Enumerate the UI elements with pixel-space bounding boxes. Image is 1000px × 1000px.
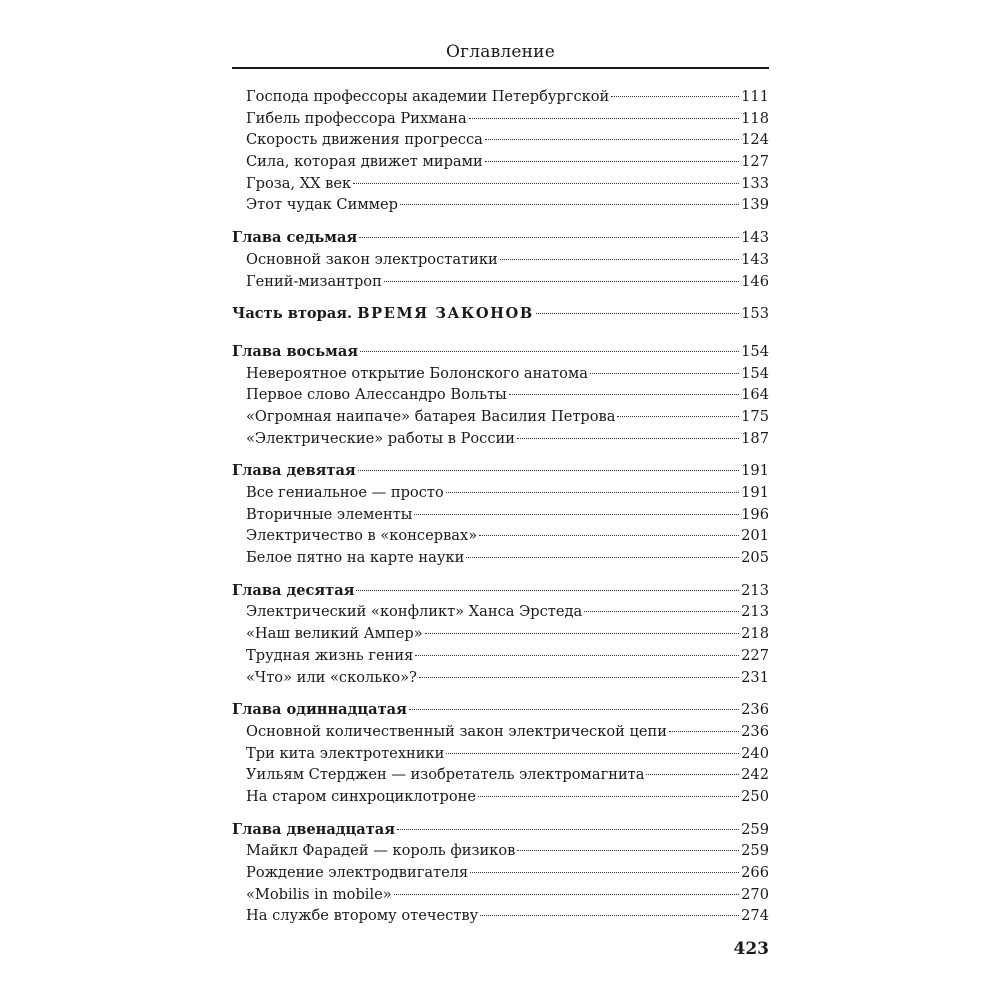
dot-leader <box>536 313 739 314</box>
dot-leader <box>478 796 739 797</box>
toc-entry-title: Три кита электротехники <box>246 744 445 762</box>
toc-page-number: 111 <box>741 88 769 105</box>
toc-entry[interactable] <box>232 194 769 216</box>
toc-page-number: 146 <box>741 272 769 290</box>
toc-entry-title: Рождение электродвигателя <box>246 864 469 881</box>
dot-leader <box>353 183 739 184</box>
toc-entry-title: Гибель профессора Рихмана <box>246 109 467 127</box>
dot-leader <box>425 633 739 634</box>
book-page <box>232 40 769 959</box>
toc-part-group <box>232 303 769 325</box>
toc-entry-title: Основной закон электростатики <box>246 250 498 268</box>
toc-entry[interactable] <box>232 884 769 906</box>
dot-leader <box>509 394 739 395</box>
toc-entry-title: «Mobilis in mobile» <box>246 885 392 903</box>
page-number: 423 <box>733 939 769 959</box>
toc-entry-title: Электрический «конфликт» Ханса Эрстеда <box>246 603 583 621</box>
toc-chapter-heading[interactable] <box>232 819 769 841</box>
running-head: Оглавление <box>446 42 555 62</box>
toc-page-number: 227 <box>741 646 769 664</box>
toc-page-number: 187 <box>741 429 769 447</box>
toc-entry-title: «Что» или «сколько»? <box>246 668 417 686</box>
toc-entry-title: Белое пятно на карте науки <box>246 549 465 567</box>
toc-page-number: 196 <box>741 505 769 523</box>
toc-chapter-heading[interactable] <box>232 341 769 363</box>
toc-entry[interactable] <box>232 384 769 406</box>
dot-leader <box>485 139 739 140</box>
dot-leader <box>590 373 739 374</box>
toc-page-number: 124 <box>741 131 769 149</box>
toc-chapter-heading[interactable] <box>232 699 769 721</box>
toc-page-number: 250 <box>741 787 769 805</box>
toc-entry-title: Гений-мизантроп <box>246 272 382 290</box>
toc-page-number: 118 <box>741 109 769 127</box>
toc-page-number: 259 <box>741 820 769 838</box>
toc-entry-title: Все гениальное — просто <box>246 484 444 501</box>
toc-entry[interactable] <box>232 862 769 884</box>
toc-heading-title: Глава девятая <box>232 462 356 480</box>
toc-page-number: 259 <box>741 842 769 860</box>
toc-page-number: 139 <box>741 196 769 214</box>
toc-entry[interactable] <box>232 482 769 504</box>
dot-leader <box>394 894 739 895</box>
dot-leader <box>397 829 739 830</box>
toc-entry[interactable] <box>232 249 769 271</box>
toc-chapter-group <box>232 341 769 449</box>
toc-page-number: 143 <box>741 229 769 247</box>
toc-entry-title: Майкл Фарадей — король физиков <box>246 842 516 860</box>
toc-entry[interactable] <box>232 743 769 765</box>
toc-entry[interactable] <box>232 764 769 786</box>
toc-page-number: 191 <box>741 484 769 501</box>
dot-leader <box>479 535 739 536</box>
toc-page-number: 236 <box>741 722 769 740</box>
toc-heading-title <box>232 303 534 325</box>
toc-entry-title: Этот чудак Симмер <box>246 196 398 214</box>
dot-leader <box>480 915 739 916</box>
toc-entry[interactable] <box>232 129 769 151</box>
dot-leader <box>584 611 739 612</box>
toc-part-title: ВРЕМЯ ЗАКОНОВ <box>357 305 534 323</box>
toc-part-heading[interactable] <box>232 303 769 325</box>
toc-entry[interactable] <box>232 623 769 645</box>
dot-leader <box>446 492 739 493</box>
toc-entry[interactable] <box>232 905 769 927</box>
dot-leader <box>358 470 739 471</box>
dot-leader <box>517 850 739 851</box>
dot-leader <box>409 709 739 710</box>
header-rule <box>232 67 769 69</box>
dot-leader <box>669 731 739 732</box>
dot-leader <box>384 281 739 282</box>
toc-entry-title: На старом синхроциклотроне <box>246 787 476 805</box>
toc-page-number: 213 <box>741 603 769 621</box>
table-of-contents <box>232 86 769 927</box>
toc-page-number: 191 <box>741 462 769 480</box>
toc-entry[interactable] <box>232 406 769 428</box>
toc-page-number: 154 <box>741 342 769 360</box>
toc-chapter-heading[interactable] <box>232 580 769 602</box>
toc-entry[interactable] <box>232 363 769 385</box>
toc-chapter-group <box>232 819 769 927</box>
toc-part-prefix: Часть вторая. <box>232 305 358 323</box>
toc-entry[interactable] <box>232 525 769 547</box>
toc-chapter-group <box>232 227 769 292</box>
toc-entry[interactable] <box>232 86 769 108</box>
toc-heading-title: Глава восьмая <box>232 342 359 360</box>
toc-entry[interactable] <box>232 645 769 667</box>
toc-entry[interactable] <box>232 547 769 569</box>
toc-entry-title: Скорость движения прогресса <box>246 131 483 149</box>
toc-entry[interactable] <box>232 840 769 862</box>
toc-entry-title: «Электрические» работы в России <box>246 429 515 447</box>
toc-entry[interactable] <box>232 428 769 450</box>
toc-entry[interactable] <box>232 786 769 808</box>
dot-leader <box>469 118 739 119</box>
dot-leader <box>517 438 739 439</box>
toc-chapter-group <box>232 699 769 807</box>
toc-entry-title: Электричество в «консервах» <box>246 527 478 545</box>
toc-page-number: 274 <box>741 907 769 925</box>
toc-entry-title: «Огромная наипаче» батарея Василия Петрова <box>246 407 616 425</box>
toc-page-number: 164 <box>741 386 769 404</box>
toc-page-number: 218 <box>741 625 769 643</box>
toc-entry-title: Вторичные элементы <box>246 505 413 523</box>
toc-chapter-heading[interactable] <box>232 227 769 249</box>
dot-leader <box>470 872 739 873</box>
toc-entry-title: «Наш великий Ампер» <box>246 625 423 643</box>
toc-entry-title: Уильям Стерджен — изобретатель электромагнита <box>246 766 645 784</box>
toc-entry[interactable] <box>232 601 769 623</box>
toc-page-number: 153 <box>741 305 769 323</box>
toc-chapter-heading[interactable] <box>232 460 769 482</box>
toc-chapter-group <box>232 86 769 216</box>
toc-entry[interactable] <box>232 108 769 130</box>
toc-entry-title: Сила, которая движет мирами <box>246 153 483 171</box>
dot-leader <box>400 204 739 205</box>
toc-entry[interactable] <box>232 504 769 526</box>
toc-entry-title: Основной количественный закон электрической цепи <box>246 722 667 740</box>
toc-heading-title: Глава десятая <box>232 581 355 599</box>
dot-leader <box>356 590 739 591</box>
toc-page-number: 236 <box>741 701 769 719</box>
toc-entry-title: Первое слово Алессандро Вольты <box>246 386 507 404</box>
dot-leader <box>419 677 739 678</box>
dot-leader <box>611 96 739 97</box>
toc-page-number: 242 <box>741 766 769 784</box>
toc-page-number: 205 <box>741 549 769 567</box>
dot-leader <box>466 557 739 558</box>
toc-page-number: 213 <box>741 581 769 599</box>
toc-entry-title: Гроза, XX век <box>246 174 352 192</box>
toc-heading-title: Глава седьмая <box>232 229 358 247</box>
dot-leader <box>617 416 739 417</box>
toc-chapter-group <box>232 580 769 688</box>
toc-page-number: 175 <box>741 407 769 425</box>
dot-leader <box>359 237 739 238</box>
toc-page-number: 266 <box>741 864 769 881</box>
toc-entry-title: Трудная жизнь гения <box>246 646 414 664</box>
toc-heading-title: Глава одиннадцатая <box>232 701 407 719</box>
dot-leader <box>485 161 739 162</box>
toc-heading-title: Глава двенадцатая <box>232 820 396 838</box>
toc-entry[interactable] <box>232 151 769 173</box>
toc-page-number: 270 <box>741 885 769 903</box>
dot-leader <box>500 259 739 260</box>
dot-leader <box>414 514 739 515</box>
toc-entry[interactable] <box>232 271 769 293</box>
dot-leader <box>446 753 739 754</box>
toc-page-number: 201 <box>741 527 769 545</box>
toc-chapter-group <box>232 460 769 568</box>
toc-page-number: 133 <box>741 174 769 192</box>
toc-page-number: 127 <box>741 153 769 171</box>
toc-entry[interactable] <box>232 173 769 195</box>
dot-leader <box>415 655 739 656</box>
toc-page-number: 143 <box>741 250 769 268</box>
toc-page-number: 154 <box>741 364 769 382</box>
toc-entry-title: Невероятное открытие Болонского анатома <box>246 364 588 382</box>
toc-entry[interactable] <box>232 667 769 689</box>
toc-page-number: 231 <box>741 668 769 686</box>
toc-entry-title: Господа профессоры академии Петербургской <box>246 88 610 105</box>
dot-leader <box>360 351 739 352</box>
toc-entry-title: На службе второму отечеству <box>246 907 479 925</box>
toc-entry[interactable] <box>232 721 769 743</box>
toc-page-number: 240 <box>741 744 769 762</box>
dot-leader <box>646 774 739 775</box>
